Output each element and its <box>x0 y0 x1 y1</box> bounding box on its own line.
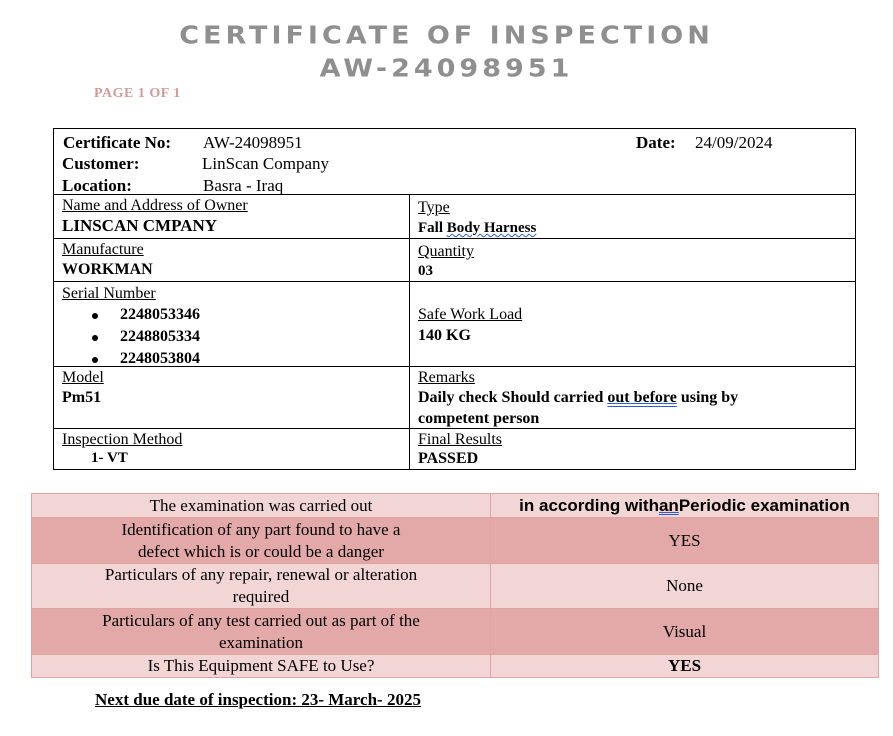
serial-list <box>84 304 200 370</box>
exam-question: The examination was carried out <box>32 494 491 517</box>
exam-question: Particulars of any test carried out as part of the examination <box>32 609 491 654</box>
table-row <box>32 609 878 655</box>
final-results-cell <box>410 429 855 469</box>
location-value: Basra - Iraq <box>203 176 284 195</box>
certificate-header-block <box>54 129 855 195</box>
type-value: Fall Body Harness <box>418 220 537 236</box>
final-results-label: Final Results <box>418 431 503 448</box>
page-number: PAGE 1 OF 1 <box>94 86 181 101</box>
quantity-value: 03 <box>418 263 433 279</box>
cert-no-value: AW-24098951 <box>203 133 303 152</box>
model-value: Pm51 <box>62 389 102 406</box>
location-label: Location: <box>62 176 132 195</box>
list-item: 2248053346 <box>84 304 200 326</box>
table-row <box>32 518 878 564</box>
exam-question: Is This Equipment SAFE to Use? <box>32 655 491 677</box>
inspection-method-value: 1- VT <box>91 450 128 466</box>
owner-value: LINSCAN CMPANY <box>62 216 218 235</box>
owner-label: Name and Address of Owner <box>62 197 248 214</box>
date-value: 24/09/2024 <box>695 133 773 152</box>
swl-value: 140 KG <box>418 327 471 344</box>
quantity-cell <box>410 239 855 282</box>
inspection-method-label: Inspection Method <box>62 431 183 448</box>
date-label: Date: <box>636 133 676 152</box>
examination-table <box>31 493 879 678</box>
list-item: 2248053804 <box>84 348 200 370</box>
manufacture-value: WORKMAN <box>62 261 153 278</box>
exam-answer: Visual <box>662 621 707 641</box>
remarks-value: Daily check Should carried out before using by <box>418 389 739 406</box>
exam-answer: None <box>666 576 703 595</box>
cert-no-label: Certificate No: <box>63 133 172 152</box>
inspection-method-cell <box>54 429 410 469</box>
exam-question: Identification of any part found to have a defect which is or could be a danger <box>32 518 491 563</box>
document-title: CERTIFICATE OF INSPECTION <box>179 21 714 50</box>
customer-label: Customer: <box>62 154 140 173</box>
exam-answer: YES <box>668 530 701 550</box>
table-row <box>32 564 878 609</box>
model-label: Model <box>62 369 104 386</box>
table-row <box>32 655 878 677</box>
exam-question: Particulars of any repair, renewal or alteration required <box>32 564 491 608</box>
swl-cell <box>410 282 855 367</box>
next-due-date: Next due date of inspection: 23- March- 2025 <box>95 690 421 709</box>
table-row <box>32 494 878 518</box>
swl-label: Safe Work Load <box>418 306 523 323</box>
remarks-value-line2: competent person <box>418 410 540 427</box>
manufacture-label: Manufacture <box>62 241 144 258</box>
customer-value: LinScan Company <box>202 154 330 173</box>
exam-answer: in according with an Periodic examination <box>519 495 850 515</box>
remarks-label: Remarks <box>418 369 475 386</box>
remarks-cell <box>410 367 855 429</box>
equipment-details-table <box>53 128 856 470</box>
type-label: Type <box>418 199 450 216</box>
exam-answer: YES <box>667 656 702 675</box>
list-item: 2248805334 <box>84 326 200 348</box>
model-cell <box>54 367 410 429</box>
manufacture-cell <box>54 239 410 282</box>
type-cell <box>410 195 855 239</box>
quantity-label: Quantity <box>418 243 474 260</box>
serial-label: Serial Number <box>62 285 156 302</box>
document-title-number: AW-24098951 <box>319 54 574 83</box>
final-results-value: PASSED <box>418 450 479 467</box>
owner-cell <box>54 195 410 239</box>
serial-cell <box>54 282 410 367</box>
